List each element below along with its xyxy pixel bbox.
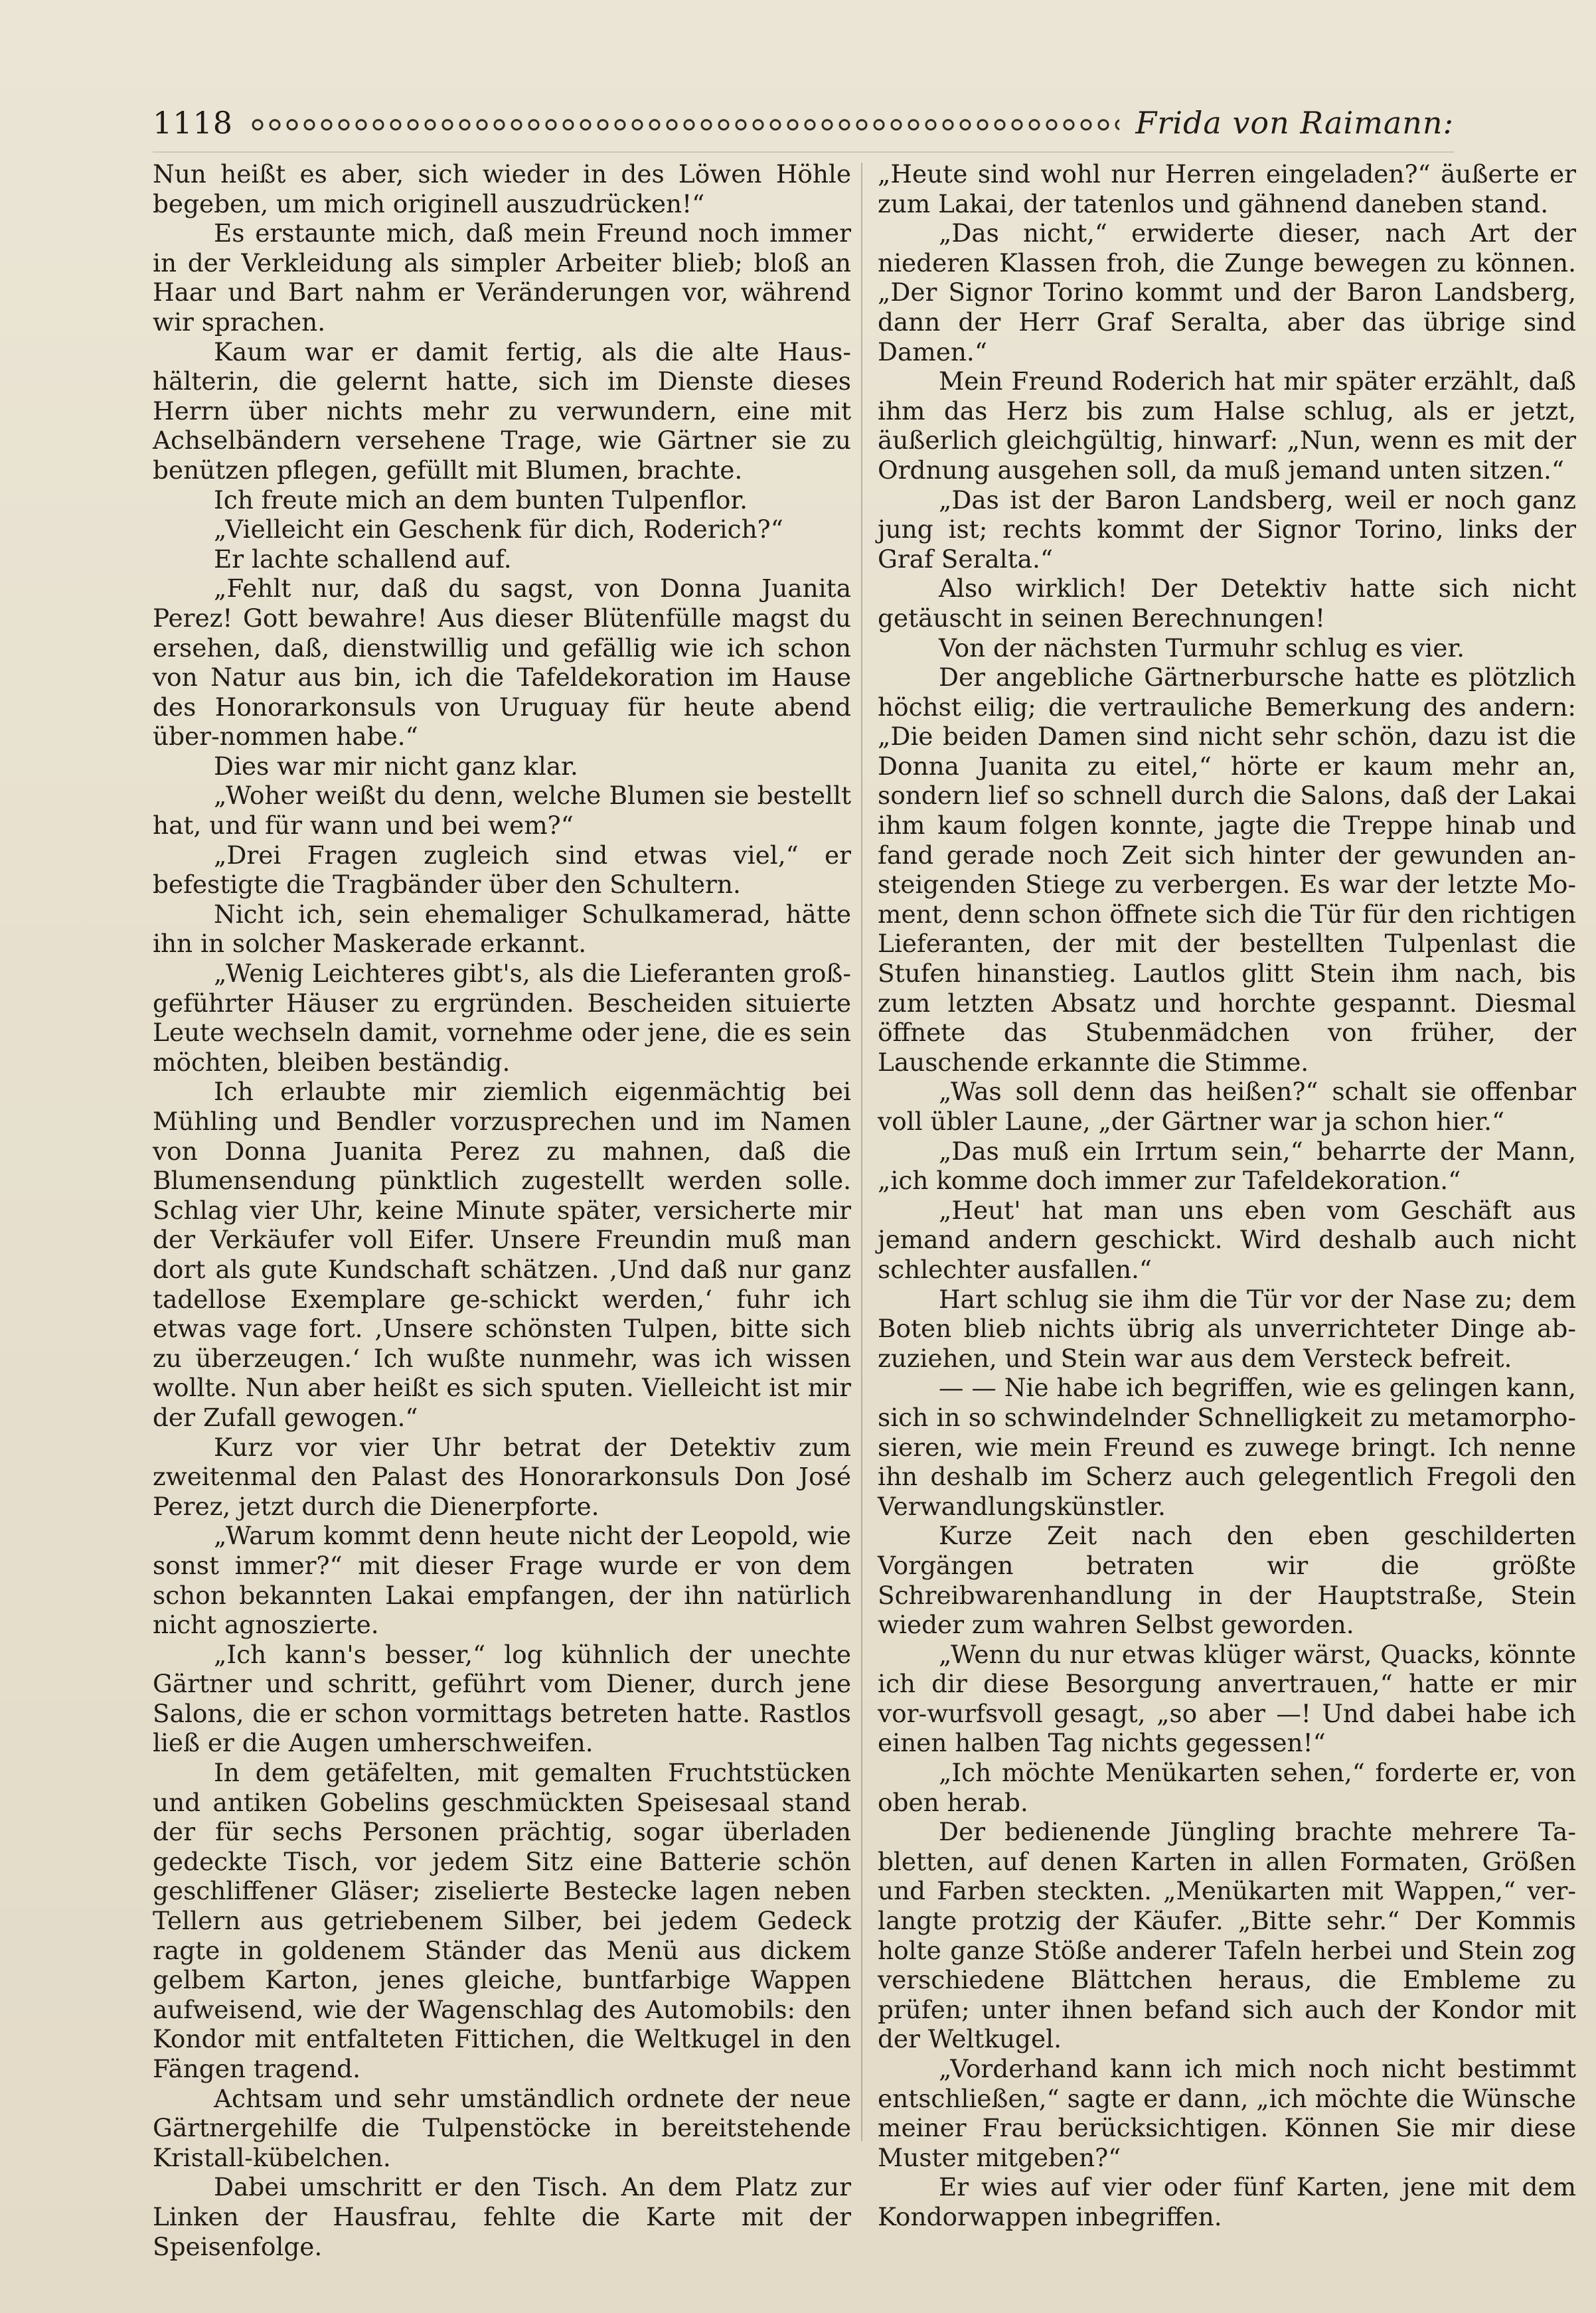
paragraph: — — Nie habe ich begriffen, wie es gelingen kann, sich in so schwindelnder Schnelligkeit zu metamorpho-sieren, wie mein Freund es zuwege bringt. Ich nenne ihn deshalb im Scherz auch gelegentlich Fregoli den Verwandlungskünstler. xyxy=(878,1373,1576,1521)
paragraph: „Was soll denn das heißen?“ schalt sie offenbar voll übler Laune, „der Gärtner war ja schon hier.“ xyxy=(878,1077,1576,1136)
paragraph: Achtsam und sehr umständlich ordnete der neue Gärtnergehilfe die Tulpenstöcke in bereitstehende Kristall-kübelchen. xyxy=(153,2083,851,2172)
paragraph: „Heute sind wohl nur Herren eingeladen?“ äußerte er zum Lakai, der tatenlos und gähnend daneben stand. xyxy=(878,159,1576,218)
paragraph: Ich freute mich an dem bunten Tulpenflor. xyxy=(214,485,748,515)
paragraph: Er wies auf vier oder fünf Karten, jene mit dem Kondorwappen inbegriffen. xyxy=(878,2172,1576,2231)
paragraph: Ich erlaubte mir ziemlich eigenmächtig bei Mühling und Bendler vorzusprechen und im Namen von Donna Juanita Perez zu mahnen, daß die Blumensendung pünktlich zugestellt werden solle. Schlag vier Uhr, keine Minute später, versicherte mir der Verkäufer voll Eifer. Unsere Freundin muß man dort als gute Kundschaft schätzen. ‚Und daß nur ganz tadellose Exemplare ge-schickt werden,‘ fuhr ich etwas vage fort. ‚Unsere schönsten Tulpen, bitte sich zu überzeugen.‘ Ich wußte nunmehr, was ich wissen wollte. Nun aber heißt es sich sputen. Vielleicht ist mir der Zufall gewogen.“ xyxy=(153,1077,851,1432)
paragraph: „Vorderhand kann ich mich noch nicht bestimmt entschließen,“ sagte er dann, „ich möchte die Wünsche meiner Frau berücksichtigen. Können Sie mir diese Muster mitgeben?“ xyxy=(878,2054,1576,2172)
paragraph: Von der nächsten Turmuhr schlug es vier. xyxy=(939,633,1465,663)
paragraph: Dies war mir nicht ganz klar. xyxy=(214,751,578,781)
paragraph: „Drei Fragen zugleich sind etwas viel,“ er befestigte die Tragbänder über den Schultern. xyxy=(153,840,851,900)
paragraph: Es erstaunte mich, daß mein Freund noch immer in der Verkleidung als simpler Arbeiter blieb; bloß an Haar und Bart nahm er Veränderungen vor, während wir sprachen. xyxy=(153,218,851,337)
ornament-divider xyxy=(249,118,1119,132)
paragraph: „Warum kommt denn heute nicht der Leopold, wie sonst immer?“ mit dieser Frage wurde er von dem schon bekannten Lakai empfangen, der ihn natürlich nicht agnoszierte. xyxy=(153,1521,851,1640)
column-divider xyxy=(861,163,862,2141)
right-column xyxy=(878,159,1576,2232)
paragraph: „Das muß ein Irrtum sein,“ beharrte der Mann, „ich komme doch immer zur Tafeldekoration.“ xyxy=(878,1136,1576,1196)
left-column xyxy=(153,159,851,2261)
paragraph: „Ich möchte Menükarten sehen,“ forderte er, von oben herab. xyxy=(878,1758,1576,1817)
paragraph: Dabei umschritt er den Tisch. An dem Platz zur Linken der Hausfrau, fehlte die Karte mit der Speisenfolge. xyxy=(153,2172,851,2261)
paragraph: „Woher weißt du denn, welche Blumen sie bestellt hat, und für wann und bei wem?“ xyxy=(153,781,851,840)
paragraph: „Wenig Leichteres gibt's, als die Lieferanten groß-geführter Häuser zu ergründen. Bescheiden situierte Leute wechseln damit, vornehme oder jene, die es sein möchten, bleiben beständig. xyxy=(153,959,851,1077)
paragraph: Nicht ich, sein ehemaliger Schulkamerad, hätte ihn in solcher Maskerade erkannt. xyxy=(153,899,851,959)
running-title: Frida von Raimann: xyxy=(1135,105,1454,141)
paragraph: Kurz vor vier Uhr betrat der Detektiv zum zweitenmal den Palast des Honorarkonsuls Don José Perez, jetzt durch die Dienerpforte. xyxy=(153,1432,851,1521)
paragraph: „Das ist der Baron Landsberg, weil er noch ganz jung ist; rechts kommt der Signor Torino, links der Graf Seralta.“ xyxy=(878,485,1576,574)
paragraph: Der angebliche Gärtnerbursche hatte es plötzlich höchst eilig; die vertrauliche Bemerkung des andern: „Die beiden Damen sind nicht sehr schön, dazu ist die Donna Juanita zu eitel,“ hörte er kaum mehr an, sondern lief so schnell durch die Salons, daß der Lakai ihm kaum folgen konnte, jagte die Treppe hinab und fand gerade noch Zeit sich hinter der gewunden an-steigenden Stiege zu verbergen. Es war der letzte Mo-ment, denn schon öffnete sich die Tür für den richtigen Lieferanten, der mit der bestellten Tulpenlast die Stufen hinanstieg. Lautlos glitt Stein ihm nach, bis zum letzten Absatz und horchte gespannt. Diesmal öffnete das Stubenmädchen von früher, der Lauschende erkannte die Stimme. xyxy=(878,663,1577,1077)
paragraph: Nun heißt es aber, sich wieder in des Löwen Höhle begeben, um mich originell auszudrücken!“ xyxy=(153,159,851,218)
paragraph: Also wirklich! Der Detektiv hatte sich nicht getäuscht in seinen Berechnungen! xyxy=(878,574,1576,633)
page-number: 1118 xyxy=(153,105,234,141)
paragraph: Hart schlug sie ihm die Tür vor der Nase zu; dem Boten blieb nichts übrig als unverrichteter Dinge ab-zuziehen, und Stein war aus dem Versteck befreit. xyxy=(878,1284,1576,1373)
paragraph: „Vielleicht ein Geschenk für dich, Roderich?“ xyxy=(214,515,783,544)
paragraph: In dem getäfelten, mit gemalten Fruchtstücken und antiken Gobelins geschmückten Speisesaal stand der für sechs Personen prächtig, sogar überladen gedeckte Tisch, vor jedem Sitz eine Batterie schön geschliffener Gläser; ziselierte Bestecke lagen neben Tellern aus getriebenem Silber, bei jedem Gedeck ragte in goldenem Ständer das Menü aus dickem gelbem Karton, jenes gleiche, buntfarbige Wappen aufweisend, wie der Wagenschlag des Automobils: den Kondor mit entfalteten Fittichen, die Weltkugel in den Fängen tragend. xyxy=(153,1758,851,2083)
paragraph: Er lachte schallend auf. xyxy=(214,544,512,574)
paragraph: „Das nicht,“ erwiderte dieser, nach Art der niederen Klassen froh, die Zunge bewegen zu können. „Der Signor Torino kommt und der Baron Landsberg, dann der Herr Graf Seralta, aber das übrige sind Damen.“ xyxy=(878,218,1576,366)
header-rule xyxy=(153,151,1454,153)
paragraph: Kaum war er damit fertig, als die alte Haus-hälterin, die gelernt hatte, sich im Dienste dieses Herrn über nichts mehr zu verwundern, eine mit Achselbändern versehene Trage, wie Gärtner sie zu benützen pflegen, gefüllt mit Blumen, brachte. xyxy=(153,337,851,485)
paragraph: „Fehlt nur, daß du sagst, von Donna Juanita Perez! Gott bewahre! Aus dieser Blütenfülle magst du ersehen, daß, dienstwillig und gefällig wie ich schon von Natur aus bin, ich die Tafeldekoration im Hause des Honorarkonsuls von Uruguay für heute abend über-nommen habe.“ xyxy=(153,574,851,752)
paragraph: „Wenn du nur etwas klüger wärst, Quacks, könnte ich dir diese Besorgung anvertrauen,“ hatte er mir vor-wurfsvoll gesagt, „so aber —! Und dabei habe ich einen halben Tag nichts gegessen!“ xyxy=(878,1639,1576,1758)
paragraph: „Ich kann's besser,“ log kühnlich der unechte Gärtner und schritt, geführt vom Diener, durch jene Salons, die er schon vormittags betreten hatte. Rastlos ließ er die Augen umherschweifen. xyxy=(153,1639,851,1758)
paragraph: „Heut' hat man uns eben vom Geschäft aus jemand andern geschickt. Wird deshalb auch nicht schlechter ausfallen.“ xyxy=(878,1195,1576,1284)
paragraph: Der bedienende Jüngling brachte mehrere Ta-bletten, auf denen Karten in allen Formaten, Größen und Farben steckten. „Menükarten mit Wappen,“ ver-langte protzig der Käufer. „Bitte sehr.“ Der Kommis holte ganze Stöße anderer Tafeln herbei und Stein zog verschiedene Blättchen heraus, die Embleme zu prüfen; unter ihnen befand sich auch der Kondor mit der Weltkugel. xyxy=(878,1817,1576,2054)
paragraph: Kurze Zeit nach den eben geschilderten Vorgängen betraten wir die größte Schreibwarenhandlung in der Hauptstraße, Stein wieder zum wahren Selbst geworden. xyxy=(878,1521,1576,1640)
running-header xyxy=(153,100,1454,146)
paragraph: Mein Freund Roderich hat mir später erzählt, daß ihm das Herz bis zum Halse schlug, als er jetzt, äußerlich gleichgültig, hinwarf: „Nun, wenn es mit der Ordnung ausgehen soll, da muß jemand unten sitzen.“ xyxy=(878,366,1576,485)
